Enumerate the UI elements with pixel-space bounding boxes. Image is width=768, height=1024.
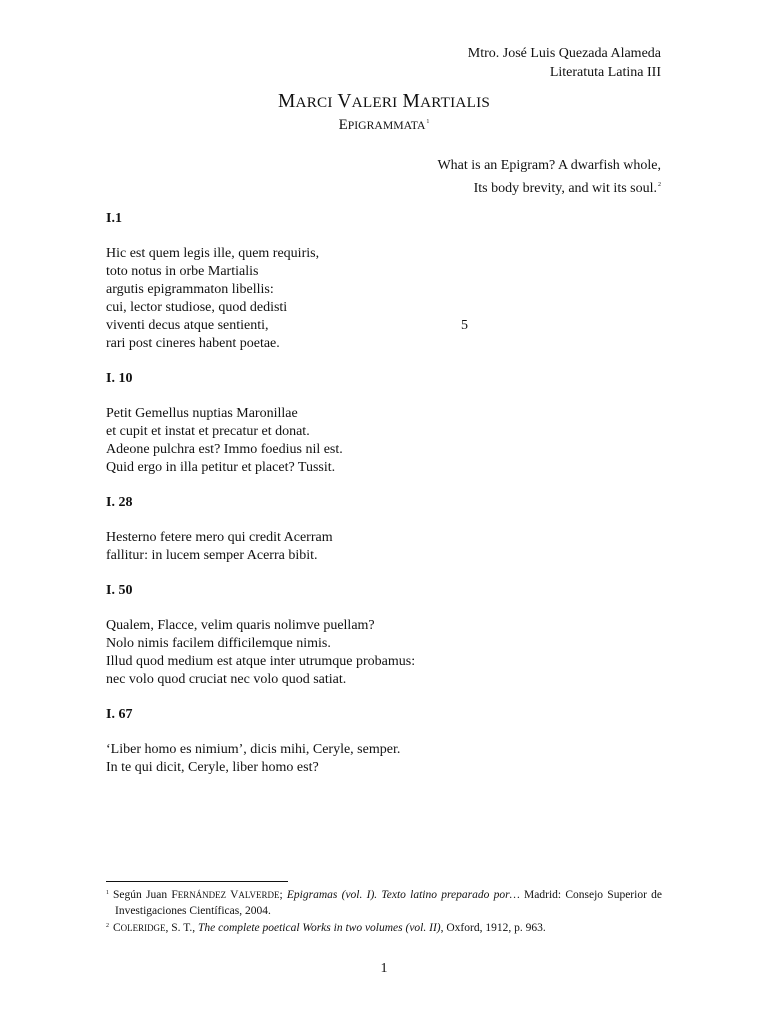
epigram-text bbox=[106, 405, 662, 477]
footnote-ref-1[interactable]: 1 bbox=[426, 119, 430, 125]
verse-line: argutis epigrammaton libellis: bbox=[106, 282, 274, 297]
footnote-2: $^2$ COLERIDGE, S. T., The complete poetical Works in two volumes (vol. II), Oxford, 1912, p. 963. bbox=[106, 922, 546, 934]
verse-line: Nolo nimis facilem difficilemque nimis. bbox=[106, 636, 331, 651]
verse-line: Qualem, Flacce, velim quaris nolimve puellam? bbox=[106, 618, 375, 633]
epigraph-line: Its body brevity, and wit its soul.$^2$ bbox=[473, 180, 661, 196]
page-header bbox=[468, 45, 661, 82]
verse-line: Illud quod medium est atque inter utrumque probamus: bbox=[106, 654, 416, 669]
line-number: 5 bbox=[461, 318, 468, 333]
epigram-heading: I. 28 bbox=[106, 495, 133, 510]
verse-line: Hic est quem legis ille, quem requiris, bbox=[106, 246, 320, 261]
header-course: Literatuta Latina III bbox=[549, 64, 661, 80]
verse-line: et cupit et instat et precatur et donat. bbox=[106, 424, 310, 439]
footnote-mark: 1 bbox=[106, 890, 109, 896]
verse-line: rari post cineres habent poetae. bbox=[106, 336, 280, 351]
epigram-heading: I. 50 bbox=[106, 583, 133, 598]
verse-line: Petit Gemellus nuptias Maronillae bbox=[106, 406, 298, 421]
footnote-ref-2[interactable]: 2 bbox=[658, 181, 661, 188]
verse-line: Hesterno fetere mero qui credit Acerram bbox=[106, 530, 333, 545]
cited-title: The complete poetical Works in two volumes (vol. II) bbox=[198, 922, 441, 934]
verse-line: toto notus in orbe Martialis bbox=[106, 264, 259, 279]
epigram-heading: I. 67 bbox=[106, 707, 133, 722]
verse-line: nec volo quod cruciat nec volo quod satiat. bbox=[106, 672, 347, 687]
footnote-divider bbox=[106, 881, 288, 882]
epigram-text bbox=[106, 529, 662, 565]
epigraph-line: What is an Epigram? A dwarfish whole, bbox=[437, 158, 661, 173]
verse-line: Quid ergo in illa petitur et placet? Tussit. bbox=[106, 460, 336, 475]
verse-line: cui, lector studiose, quod dedisti bbox=[106, 300, 288, 315]
epigraph bbox=[437, 157, 661, 198]
epigram-text bbox=[106, 741, 662, 777]
header-author: Mtro. José Luis Quezada Alameda bbox=[467, 46, 661, 61]
footnotes bbox=[106, 886, 662, 937]
verse-line: In te qui dicit, Ceryle, liber homo est? bbox=[106, 760, 319, 775]
epigram-text bbox=[106, 245, 662, 353]
epigram-text bbox=[106, 617, 662, 689]
footnote-1: $^1$ Según Juan FERNÁNDEZ VALVERDE; Epigramas (vol. I). Texto latino preparado por… Madrid: Consejo Superior de Investigaciones Científicas, 2004. bbox=[106, 889, 663, 917]
epigram-heading: I.1 bbox=[106, 211, 122, 226]
epigram-heading: I. 10 bbox=[106, 371, 133, 386]
verse-line: Adeone pulchra est? Immo foedius nil est. bbox=[106, 442, 343, 457]
verse-line: fallitur: in lucem semper Acerra bibit. bbox=[106, 548, 318, 563]
document-subtitle: EPIGRAMMATA$^1$ bbox=[338, 117, 430, 133]
verse-line: viventi decus atque sentienti, 5 bbox=[106, 318, 468, 333]
page-number: 1 bbox=[380, 961, 388, 976]
footnote-mark: 2 bbox=[106, 923, 109, 929]
epigram-list bbox=[106, 210, 662, 777]
verse-line: ‘Liber homo es nimium’, dicis mihi, Ceryle, semper. bbox=[106, 742, 401, 757]
document-title: MARCI VALERI MARTIALIS bbox=[277, 91, 491, 112]
cited-title: Epigramas (vol. I). Texto latino preparado por… bbox=[286, 889, 520, 901]
